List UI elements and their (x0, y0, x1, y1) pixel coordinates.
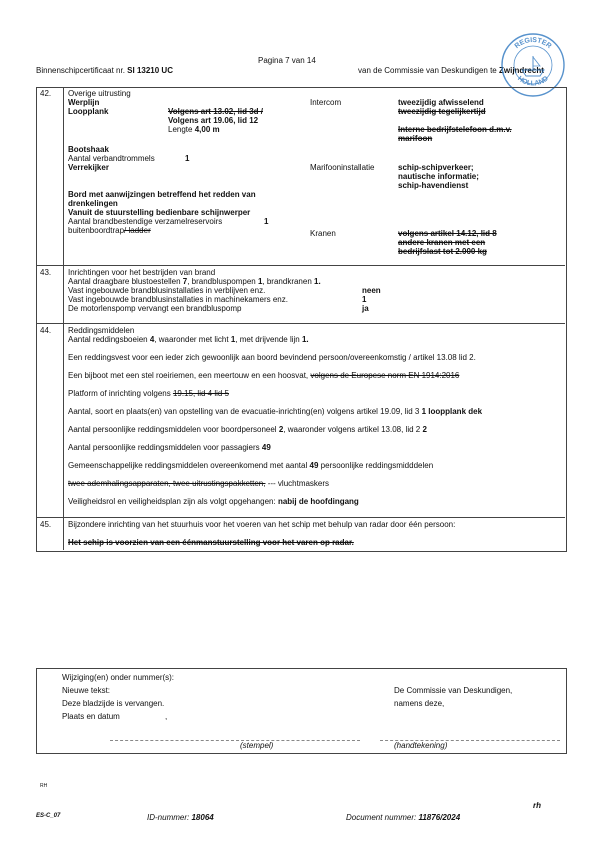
met-licht-value: 1 (230, 335, 236, 344)
row-divider-45 (36, 517, 565, 518)
wijziging-label: Wijziging(en) onder nummer(s): (62, 673, 175, 682)
document-number-label: Document nummer: (346, 813, 417, 822)
reddingsboeien-line (68, 335, 309, 344)
verzamelreservoirs-value: 1 (264, 217, 269, 226)
vluchtmaskers: --- vluchtmaskers (267, 479, 330, 488)
document-number-value: 11876/2024 (418, 813, 461, 822)
ademhaling-line (68, 479, 329, 488)
eenmanstuurstelling-struck: Het schip is voorzien van een éénmanstuurstelling voor het varen op radar. (68, 538, 354, 547)
blusinstallaties-machinekamers-label: Vast ingebouwde brandblusinstallaties in machinekamers enz. (68, 295, 288, 304)
nieuwe-tekst-label: Nieuwe tekst: (62, 686, 111, 695)
marifoon-value-1: schip-schipverkeer; (398, 163, 474, 172)
drijvende-lijn-label: , met drijvende lijn (235, 335, 300, 344)
id-number-label: ID-nummer: (147, 813, 190, 822)
gemeenschappelijke-text: Gemeenschappelijke reddingsmiddelen overeenkomend met aantal (68, 461, 308, 470)
commission-label: van de Commissie van Deskundigen te (358, 66, 497, 75)
page-number: Pagina 7 van 14 (258, 56, 316, 65)
section-number: 44. (40, 326, 52, 335)
commissie-signoff: De Commissie van Deskundigen, (394, 686, 513, 695)
buitenboordtrap: buitenboordtrap (68, 226, 125, 235)
schijnwerper: Vanuit de stuurstelling bedienbare schijnwerper (68, 208, 251, 217)
gemeenschappelijke-suffix: persoonlijke reddingsmidddelen (320, 461, 434, 470)
loopplank: Loopplank (68, 107, 109, 116)
loopplank-lengte (168, 125, 220, 134)
evacuatie-text: Aantal, soort en plaats(en) van opstelling van de evacuatie-inrichting(en) volgens artikel 19.09, lid 3 (68, 407, 420, 416)
passagiers-line (68, 443, 271, 452)
brandbluspompen-label: , brandbluspompen (187, 277, 256, 286)
motorlenspomp-value: ja (362, 304, 369, 313)
boordpersoneel-value: 2 (278, 425, 284, 434)
intercom-value-1: tweezijdig afwisselend (398, 98, 484, 107)
blusinstallaties-machinekamers-value: 1 (362, 295, 367, 304)
lengte-value: 4,00 m (194, 125, 220, 134)
initials-small: RH (40, 783, 48, 789)
evacuatie-value: 1 loopplank dek (421, 407, 483, 416)
bijboot-line (68, 371, 459, 380)
werplijn: Werplijn (68, 98, 100, 107)
plaats-datum-label: Plaats en datum (62, 712, 120, 721)
bijboot-text: Een bijboot met een stel roeiriemen, een meertouw en een hoosvat, (68, 371, 309, 380)
blustoestellen-value: 7 (182, 277, 188, 286)
drijvende-lijn-value: 1. (301, 335, 309, 344)
namens-deze: namens deze, (394, 699, 445, 708)
section-number: 43. (40, 268, 52, 277)
certificate-label: Binnenschipcertificaat nr. (36, 66, 125, 75)
initials: rh (533, 801, 541, 810)
verrekijker: Verrekijker (68, 163, 109, 172)
id-number-value: 18064 (191, 813, 214, 822)
handtekening-caption: (handtekening) (394, 741, 448, 750)
boordpersoneel-waaronder: , waaronder volgens artikel 13.08, lid 2 (283, 425, 421, 434)
loopplank-value: Volgens art 19.06, lid 12 (168, 116, 259, 125)
boordpersoneel-waaronder-value: 2 (422, 425, 427, 434)
vervangen-label: Deze bladzijde is vervangen. (62, 699, 165, 708)
intercom-value-2-struck: tweezijdig tegelijkertijd (398, 107, 486, 116)
section-title: Reddingsmiddelen (68, 326, 135, 335)
kranen-label: Kranen (310, 229, 336, 238)
veiligheidsrol-text: Veiligheidsrol en veiligheidsplan zijn als volgt opgehangen: (68, 497, 276, 506)
passagiers-text: Aantal persoonlijke reddingsmiddelen voor passagiers (68, 443, 260, 452)
intercom-label: Intercom (310, 98, 342, 107)
ladder-struck: / ladder (124, 226, 151, 235)
bord-line-1: Bord met aanwijzingen betreffend het redden van (68, 190, 256, 199)
intercom-value-3-struck: Interne bedrijfstelefoon d.m.v. (398, 125, 512, 134)
platform-text: Platform of inrichting volgens (68, 389, 171, 398)
bootshaak: Bootshaak (68, 145, 109, 154)
form-code: ES-C_07 (36, 813, 61, 819)
verbandtrommels-value: 1 (185, 154, 190, 163)
marifoon-label: Marifooninstallatie (310, 163, 375, 172)
section-number: 45. (40, 520, 52, 529)
verzamelreservoirs-label: Aantal brandbestendige verzamelreservoirs (68, 217, 223, 226)
reddingsboeien-label: Aantal reddingsboeien (68, 335, 148, 344)
section-number: 42. (40, 89, 52, 98)
reddingsvest-line: Een reddingsvest voor een ieder zich gewoonlijk aan boord bevindend persoon/overeenkomstig / artikel 13.08 lid 2. (68, 353, 476, 362)
verbandtrommels-label: Aantal verbandtrommels (68, 154, 155, 163)
stamp-top-text: REGISTER (513, 36, 553, 51)
bijboot-norm-struck: volgens de Europese norm EN 1914:2016 (310, 371, 460, 380)
loopplank-value-struck: Volgens art 13.02, lid 3d / (168, 107, 263, 116)
reddingsboeien-value: 4 (149, 335, 155, 344)
number-column-divider (63, 87, 64, 550)
platform-struck: 19.15, lid 4 lid 5 (172, 389, 229, 398)
document-number (346, 813, 460, 822)
section-title: Bijzondere inrichting van het stuurhuis voor het voeren van het schip met behulp van radar door één persoon: (68, 520, 456, 529)
lengte-label: Lengte (168, 125, 193, 134)
stempel-line (110, 740, 360, 741)
kranen-value-3-struck: bedrijfslast tot 2.000 kg (398, 247, 487, 256)
certificate-line (36, 66, 173, 75)
stempel-caption: (stempel) (240, 741, 274, 750)
plaats-datum-comma: , (165, 712, 168, 721)
veiligheidsrol-line (68, 497, 359, 506)
brandbluspompen-value: 1 (257, 277, 263, 286)
gemeenschappelijke-line (68, 461, 433, 470)
certificate-number: SI 13210 UC (127, 66, 173, 75)
marifoon-value-3: schip-havendienst (398, 181, 469, 190)
brandkranen-value: 1. (314, 277, 321, 286)
passagiers-value: 49 (261, 443, 271, 452)
ademhaling-struck: twee ademhalingsapparaten, twee uitrustingspakketten, (68, 479, 266, 488)
id-number (147, 813, 214, 822)
stamp-bottom-text: HOLLAND (516, 75, 550, 88)
gemeenschappelijke-value: 49 (309, 461, 319, 470)
met-licht-label: , waaronder met licht (154, 335, 229, 344)
boordpersoneel-text: Aantal persoonlijke reddingsmiddelen voor boordpersoneel (68, 425, 277, 434)
motorlenspomp-label: De motorlenspomp vervangt een brandbluspomp (68, 304, 242, 313)
evacuatie-line (68, 407, 482, 416)
blusinstallaties-verblijven-label: Vast ingebouwde brandblusinstallaties in verblijven enz. (68, 286, 266, 295)
section-title: Overige uitrusting (68, 89, 131, 98)
marifoon-value-2: nautische informatie; (398, 172, 479, 181)
blustoestellen-line (68, 277, 321, 286)
section-title: Inrichtingen voor het bestrijden van brand (68, 268, 216, 277)
platform-line (68, 389, 229, 398)
row-divider-44 (36, 323, 565, 324)
veiligheidsrol-value: nabij de hoofdingang (277, 497, 359, 506)
row-divider-43 (36, 265, 565, 266)
bord-line-2: drenkelingen (68, 199, 118, 208)
blustoestellen-label: Aantal draagbare blustoestellen (68, 277, 181, 286)
kranen-value-2-struck: andere kranen met een (398, 238, 486, 247)
buitenboordtrap-line (68, 226, 151, 235)
brandkranen-label: , brandkranen (262, 277, 312, 286)
commission-city: Zwijndrecht (498, 66, 544, 75)
kranen-value-1-struck: volgens artikel 14.12, lid 8 (398, 229, 497, 238)
intercom-value-4-struck: marifoon (398, 134, 433, 143)
blusinstallaties-verblijven-value: neen (362, 286, 381, 295)
svg-text:HOLLAND (516, 75, 550, 87)
boordpersoneel-line (68, 425, 427, 434)
svg-text:REGISTER (514, 37, 553, 50)
